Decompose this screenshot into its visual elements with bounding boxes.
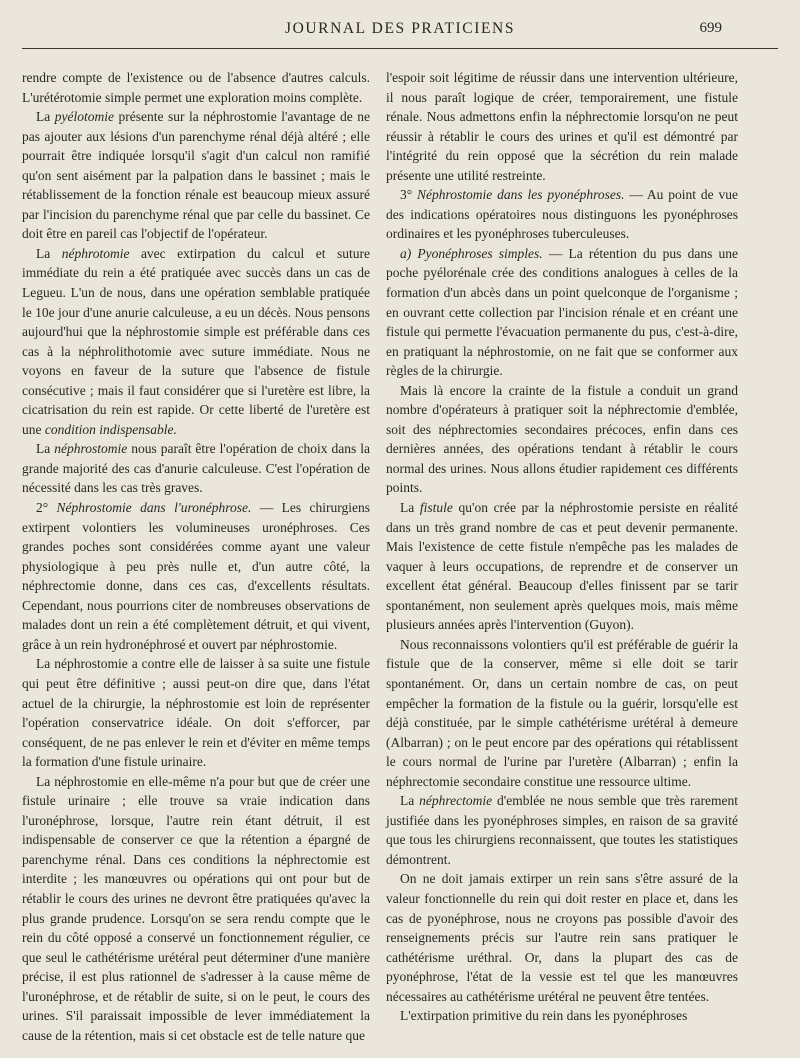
paragraph-text: rendre compte de l'existence ou de l'absence d'autres calculs. L'urétérotomie simple permet une exploration moins complète. — [22, 70, 370, 105]
paragraph — [22, 772, 370, 1046]
paragraph — [386, 1006, 738, 1026]
paragraph-text: présente sur la néphrostomie l'avantage de ne pas ajouter aux lésions d'un parenchyme rénal déjà altéré ; elle pourrait être indiquée lorsqu'il s'agit d'un calcul non ramifié qu'on sent aisément par la palpation dans le bassinet ; mais le rétablissement de la fonction rénale est beaucoup mieux assuré par l'incision du parenchyme rénal que par celle du bassinet. Ce doit être en pareil cas l'objectif de l'opérateur. — [22, 109, 370, 242]
paragraph-text: avec extirpation du calcul et suture immédiate du rein a été pratiquée avec succès dans un cas de Legueu. L'un de nous, dans une opération semblable pratiquée le 10e jour d'une anurie calculeuse, a eu un décès. Nous pensons aujourd'hui que la néphrostomie simple est préférable dans ces cas à la néphrolithotomie avec suture immédiate. Nous ne voyons en faveur de la suture que l'absence de fistule consécutive ; mais il faut considérer que si l'uretère est libre, la cicatrisation du rein est rapide. Or cette liberté de l'uretère est une — [22, 245, 370, 437]
left-column — [22, 68, 370, 1045]
italic-text: pyélotomie — [54, 109, 114, 125]
paragraph-text: Nous reconnaissons volontiers qu'il est préférable de guérir la fistule que de la conserver, même si elle doit se tarir spontanément. Or, dans un certain nombre de cas, on peut empêcher la formation de la fistule ou la guérir, lorsqu'elle est déjà constituée, par le simple cathétérisme urétéral à demeure (Albarran) ; on le peut encore par des opérations qui rétablissent le cours normal de l'urine par l'uretère (Albarran) ; enfin la néphrectomie secondaire constitue une ressource ultime. — [386, 636, 738, 789]
paragraph — [22, 498, 370, 654]
paragraph — [386, 635, 738, 791]
paragraph-text: 2° — [36, 500, 57, 516]
italic-text: néphrotomie — [61, 245, 130, 261]
journal-title: JOURNAL DES PRATICIENS — [284, 20, 516, 37]
paragraph-text: La — [36, 245, 62, 261]
paragraph — [22, 107, 370, 244]
paragraph-text: La — [36, 441, 55, 457]
paragraph-text: nous paraît être l'opération de choix dans la grande majorité des cas d'anurie calculeuse. C'est l'opération de nécessité dans les cas très graves. — [22, 441, 370, 496]
paragraph-text: La — [400, 500, 420, 516]
paragraph — [386, 869, 738, 1006]
paragraph — [386, 185, 738, 244]
italic-text: Néphrostomie dans les pyonéphroses. — [417, 187, 625, 203]
paragraph-text: — Au point de vue des indications opératoires nous distinguons les pyonéphroses ordinaires et les pyonéphroses tuberculeuses. — [386, 187, 738, 242]
paragraph-text: — La rétention du pus dans une poche pyélorénale crée des conditions analogues à celles de la formation d'un abcès dans un point quelconque de l'organisme ; en ouvrant cette collection par l'incision rénale et en créant une fistule qui permette l'évacuation permanente du pus, c'est-à-dire, en pratiquant la néphrostomie, on ne fait que se conformer aux règles de la chirurgie. — [386, 245, 738, 379]
running-header — [0, 20, 800, 50]
paragraph-text: Mais là encore la crainte de la fistule a conduit un grand nombre d'opérateurs à pratiquer soit la néphrectomie d'emblée, soit des néphrectomies secondaires précoces, enfin dans ces dernières années, des opérations tendant à rétablir le cours normal des urines. Nous allons étudier rapidement ces différents points. — [386, 382, 738, 496]
paragraph — [386, 68, 738, 185]
paragraph-text: L'extirpation primitive du rein dans les pyonéphroses — [400, 1008, 688, 1024]
italic-text: Néphrostomie dans l'uronéphrose. — [56, 500, 252, 516]
paragraph-text: d'emblée ne nous semble que très rarement justifiée dans les pyonéphroses simples, en raison de sa gravité que tous les chirurgiens reconnaissent, que toutes les statistiques démontrent. — [386, 793, 738, 867]
paragraph — [386, 244, 738, 381]
paragraph-text: La néphrostomie en elle-même n'a pour but que de créer une fistule urinaire ; elle trouve sa vraie indication dans l'uronéphrose, lorsque, l'autre rein étant détruit, il est indispensable de conserver ce que la rétention a épargné de parenchyme rénal. Dans ces conditions la néphrectomie est interdite ; les manœuvres ou opérations qui ont pour but de rétablir le cours des urines ne devront être pratiquées qu'avec la plus grande prudence. Lorsqu'on se sera rendu compte que le rein du côté opposé a conservé un fonctionnement régulier, ce que seul le cathétérisme urétéral peut déterminer d'une manière précise, il est plus rationnel de s'adresser à la cause même de l'uronéphrose, et de rétablir de suite, si on le peut, le cours des urines. S'il paraissait impossible de lever immédiatement la cause de la rétention, mais si cet obstacle est de telle nature que — [22, 773, 370, 1043]
italic-text: a) Pyonéphroses simples. — [400, 245, 543, 261]
paragraph-text: La — [36, 109, 55, 125]
right-column — [386, 68, 738, 1026]
paragraph — [386, 381, 738, 498]
paragraph — [22, 244, 370, 439]
paragraph-text: La — [400, 793, 420, 809]
paragraph — [22, 439, 370, 498]
italic-text: néphrectomie — [419, 793, 493, 809]
paragraph-text: qu'on crée par la néphrostomie persiste en réalité dans un très grand nombre de cas et peut devenir permanente. Mais l'existence de cette fistule n'empêche pas les malades de vaquer à leurs occupations, de reprendre et de conserver un excellent état général. Beaucoup d'elles finissent par se tarir spontanément, non seulement après quelques mois, mais même plusieurs années après l'intervention (Guyon). — [386, 500, 738, 633]
paragraph — [386, 498, 738, 635]
paragraph — [22, 654, 370, 771]
paragraph-text: La néphrostomie a contre elle de laisser à sa suite une fistule qui peut être définitive ; aussi peut-on dire que, dans l'état actuel de la chirurgie, la néphrostomie est loin de représenter l'opération conservatrice idéale. On doit s'efforcer, par conséquent, de ne pas enlever le rein et d'éviter en même temps la formation d'une fistule urinaire. — [22, 656, 370, 770]
paragraph-text: On ne doit jamais extirper un rein sans s'être assuré de la valeur fonctionnelle du rein qui doit rester en place et, dans les cas de pyonéphrose, nous ne croyons pas possible d'avoir des renseignements précis sur l'autre rein sans pratiquer le cathétérisme uréthral. Or, dans la plupart des cas de pyonéphrose, l'état de la vessie est tel que les manœuvres nécessaires au cathétérisme urétéral ne peuvent être tentées. — [386, 871, 738, 1004]
paragraph-text: l'espoir soit légitime de réussir dans une intervention ultérieure, il nous paraît logique de créer, temporairement, une fistule rénale. Nous admettons enfin la néphrectomie lorsqu'on ne peut réussir à rétablir le cours des urines et qu'il est démontré par l'intégrité du rein opposé que la sécrétion du rein malade présente une utilité restreinte. — [386, 70, 738, 183]
paragraph — [386, 791, 738, 869]
paragraph — [22, 68, 370, 107]
italic-text: fistule — [419, 500, 453, 516]
italic-text: néphrostomie — [54, 441, 128, 457]
italic-text: condition indispensable. — [44, 421, 177, 437]
header-rule — [22, 48, 778, 49]
paragraph-text: 3° — [400, 187, 418, 203]
paragraph-text: — Les chirurgiens extirpent volontiers les volumineuses uronéphroses. Ces grandes poches sont considérées comme ayant une valeur physiologique à peu près nulle et, d'un autre côté, la néphrectomie donne, dans ces cas, d'excellents résultats. Cependant, nous pourrions citer de nombreuses observations de malades dont un rein a été complètement détruit, et qui vivent, grâce à un rein hydronéphrosé et ouvert par néphrostomie. — [22, 500, 370, 652]
page-number: 699 — [699, 20, 722, 36]
